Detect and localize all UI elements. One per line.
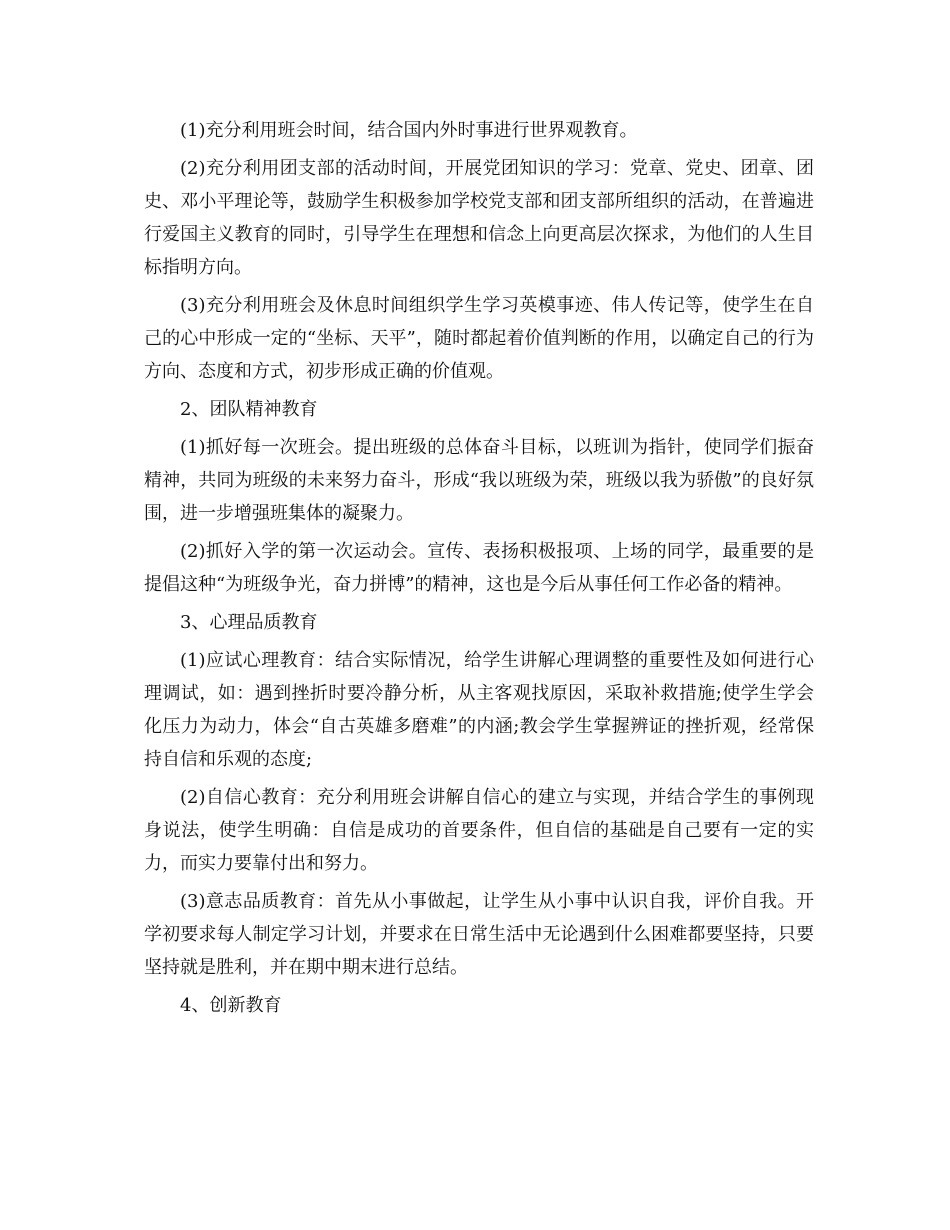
paragraph-confidence: (2)自信心教育：充分利用班会讲解自信心的建立与实现，并结合学生的事例现身说法，使学生明确：自信是成功的首要条件，但自信的基础是自己要有一定的实力，而实力要靠付出和努力。: [144, 787, 814, 874]
paragraph-sports-meet: (2)抓好入学的第一次运动会。宣传、表扬积极报项、上场的同学，最重要的是提倡这种“为班级争光，奋力拼博”的精神，这也是今后从事任何工作必备的精神。: [144, 541, 814, 595]
section-heading-innovation: 4、创新教育: [180, 995, 282, 1016]
paragraph-willpower: (3)意志品质教育：首先从小事做起，让学生从小事中认识自我，评价自我。开学初要求每人制定学习计划，并要求在日常生活中无论遇到什么困难都要坚持，只要坚持就是胜利，并在期中期末进行总结。: [144, 891, 814, 978]
paragraph-class-meeting: (1)抓好每一次班会。提出班级的总体奋斗目标，以班训为指针，使同学们振奋精神，共同为班级的未来努力奋斗，形成“我以班级为荣，班级以我为骄傲”的良好氛围，进一步增强班集体的凝聚力。: [144, 437, 814, 524]
paragraph-exam-psychology: (1)应试心理教育：结合实际情况，给学生讲解心理调整的重要性及如何进行心理调试，如：遇到挫折时要冷静分析，从主客观找原因，采取补救措施;使学生学会化压力为动力，体会“自古英雄多磨难”的内涵;教会学生掌握辨证的挫折观，经常保持自信和乐观的态度;: [144, 650, 814, 770]
paragraph-worldview: (1)充分利用班会时间，结合国内外时事进行世界观教育。: [180, 120, 638, 141]
document-body: [144, 114, 814, 1027]
paragraph-values: (3)充分利用班会及休息时间组织学生学习英模事迹、伟人传记等，使学生在自己的心中形成一定的“坐标、天平”，随时都起着价值判断的作用，以确定自己的行为方向、态度和方式，初步形成正确的价值观。: [144, 295, 814, 382]
paragraph-league-activities: (2)充分利用团支部的活动时间，开展党团知识的学习：党章、党史、团章、团史、邓小平理论等，鼓励学生积极参加学校党支部和团支部所组织的活动，在普遍进行爱国主义教育的同时，引导学生在理想和信念上向更高层次探求，为他们的人生目标指明方向。: [144, 158, 814, 278]
section-heading-team-spirit: 2、团队精神教育: [180, 399, 318, 420]
section-heading-psychology: 3、心理品质教育: [180, 612, 318, 633]
